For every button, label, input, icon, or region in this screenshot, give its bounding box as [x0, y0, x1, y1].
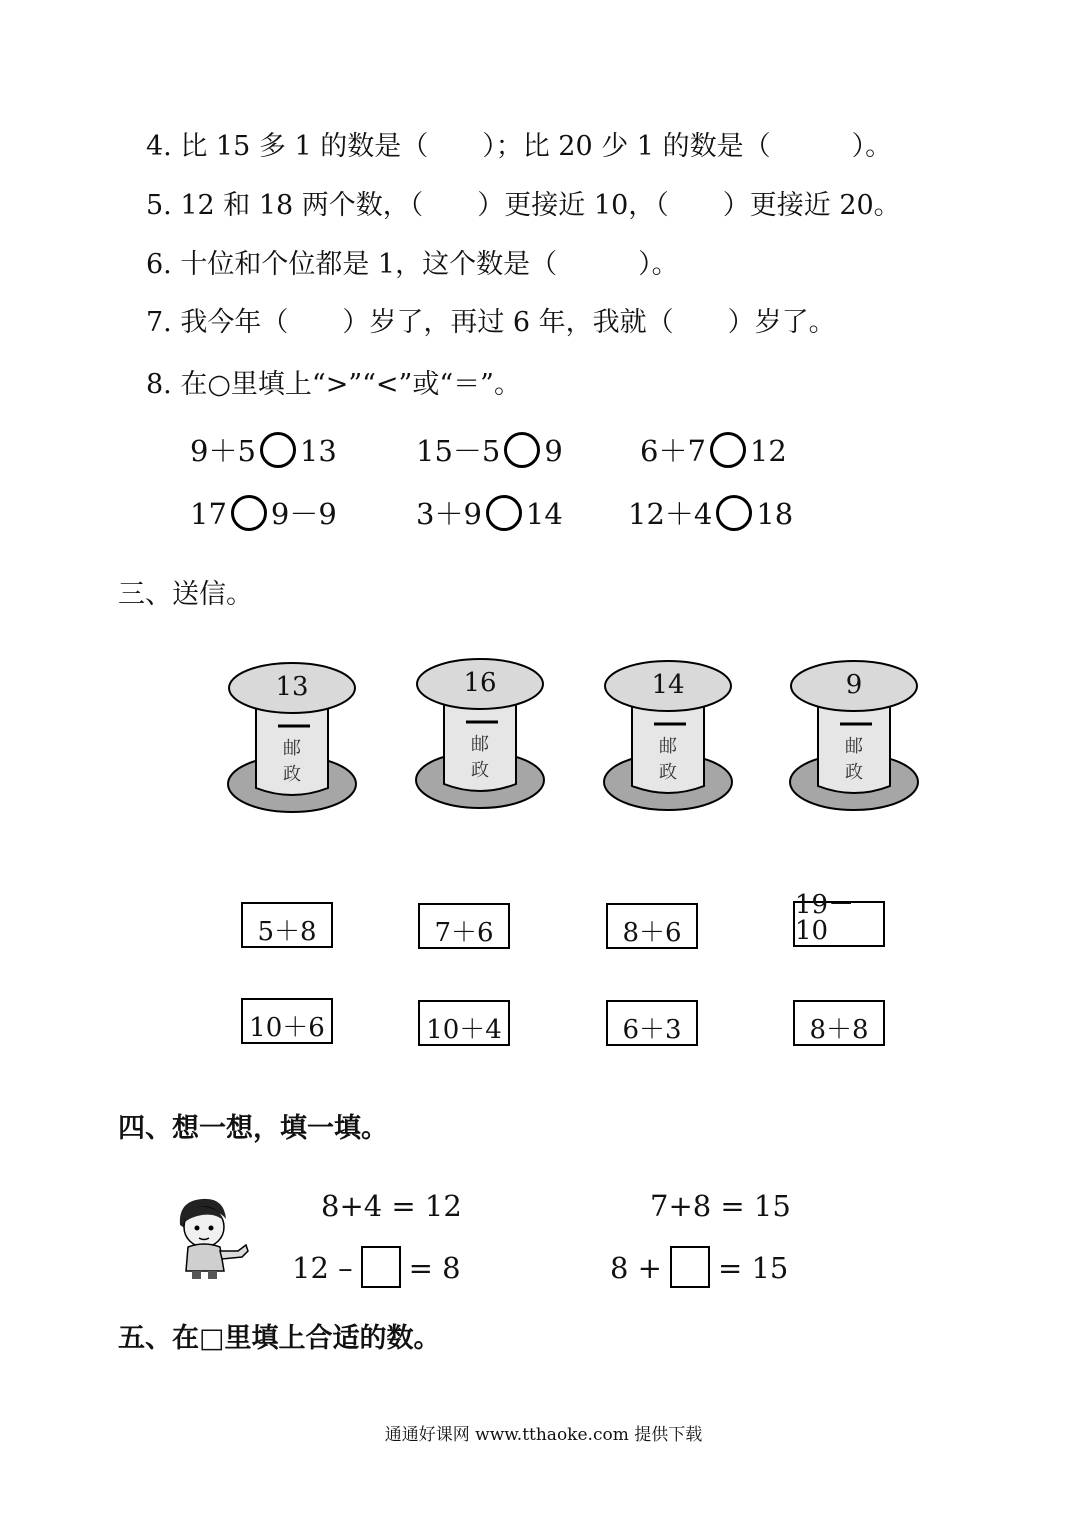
footer-text: 通通好课网 www.tthaoke.com 提供下载: [384, 1425, 703, 1445]
letter-card[interactable]: 10＋4: [418, 1000, 510, 1046]
compare-left: 17: [190, 497, 227, 531]
mailbox[interactable]: [788, 658, 920, 818]
compare-left: 6＋7: [640, 434, 706, 468]
compare-right: 12: [749, 434, 787, 468]
equation-1-bottom: 12 – = 8: [292, 1249, 461, 1291]
letter-card[interactable]: 7＋6: [418, 903, 510, 949]
section-4-title: 四、想一想，填一填。: [118, 1113, 388, 1144]
mailbox-label: 邮 政: [471, 734, 489, 781]
equation-1-top: 8+4 = 12: [321, 1189, 462, 1223]
compare-left: 3＋9: [416, 497, 482, 531]
question-4: 4. 比 15 多 1 的数是（ ）；比 20 少 1 的数是（ ）。: [146, 131, 893, 162]
compare-circle[interactable]: [716, 495, 752, 531]
mailbox[interactable]: [226, 660, 358, 820]
mailbox-number: 9: [845, 670, 863, 700]
letter-card[interactable]: 8＋8: [793, 1000, 885, 1046]
compare-circle[interactable]: [231, 495, 267, 531]
compare-circle[interactable]: [504, 432, 540, 468]
compare-right: 9: [544, 434, 563, 468]
compare-item: [416, 497, 563, 534]
compare-item: [190, 497, 337, 534]
compare-right: 14: [525, 497, 563, 531]
letter-card[interactable]: 8＋6: [606, 903, 698, 949]
letter-card[interactable]: 5＋8: [241, 902, 333, 948]
section-3-title: 三、送信。: [118, 579, 253, 610]
equation-2-bottom: 8 + = 15: [610, 1249, 788, 1291]
compare-left: 9＋5: [190, 434, 256, 468]
boy-illustration-icon: [172, 1195, 254, 1283]
mailbox-number: 13: [275, 672, 309, 702]
mailbox-number: 14: [651, 670, 685, 700]
compare-right: 18: [756, 497, 794, 531]
answer-box[interactable]: [361, 1246, 401, 1288]
question-7: 7. 我今年（ ）岁了，再过 6 年，我就（ ）岁了。: [146, 307, 836, 338]
compare-circle[interactable]: [260, 432, 296, 468]
question-8: 8. 在○里填上“>”“<”或“＝”。: [146, 369, 521, 400]
section-5-title: 五、在□里填上合适的数。: [118, 1323, 441, 1354]
mailbox[interactable]: [602, 658, 734, 818]
compare-right: 13: [299, 434, 337, 468]
compare-item: [190, 434, 337, 471]
mailbox-label: 邮 政: [283, 738, 301, 785]
compare-left: 15－5: [416, 434, 501, 468]
answer-box[interactable]: [670, 1246, 710, 1288]
mailbox-label: 邮 政: [659, 736, 677, 783]
equation-2-top: 7+8 = 15: [650, 1189, 791, 1223]
mailbox-number: 16: [463, 668, 497, 698]
letter-card[interactable]: 6＋3: [606, 1000, 698, 1046]
letter-card[interactable]: 19－10: [793, 901, 885, 947]
compare-circle[interactable]: [486, 495, 522, 531]
compare-left: 12＋4: [628, 497, 713, 531]
question-6: 6. 十位和个位都是 1，这个数是（ ）。: [146, 249, 679, 280]
compare-item: [628, 497, 793, 534]
compare-right: 9－9: [270, 497, 337, 531]
mailbox[interactable]: [414, 656, 546, 816]
compare-circle[interactable]: [710, 432, 746, 468]
compare-item: [416, 434, 563, 471]
question-5: 5. 12 和 18 两个数，（ ）更接近 10，（ ）更接近 20。: [146, 190, 901, 221]
mailbox-label: 邮 政: [845, 736, 863, 783]
letter-card[interactable]: 10＋6: [241, 998, 333, 1044]
compare-item: [640, 434, 787, 471]
